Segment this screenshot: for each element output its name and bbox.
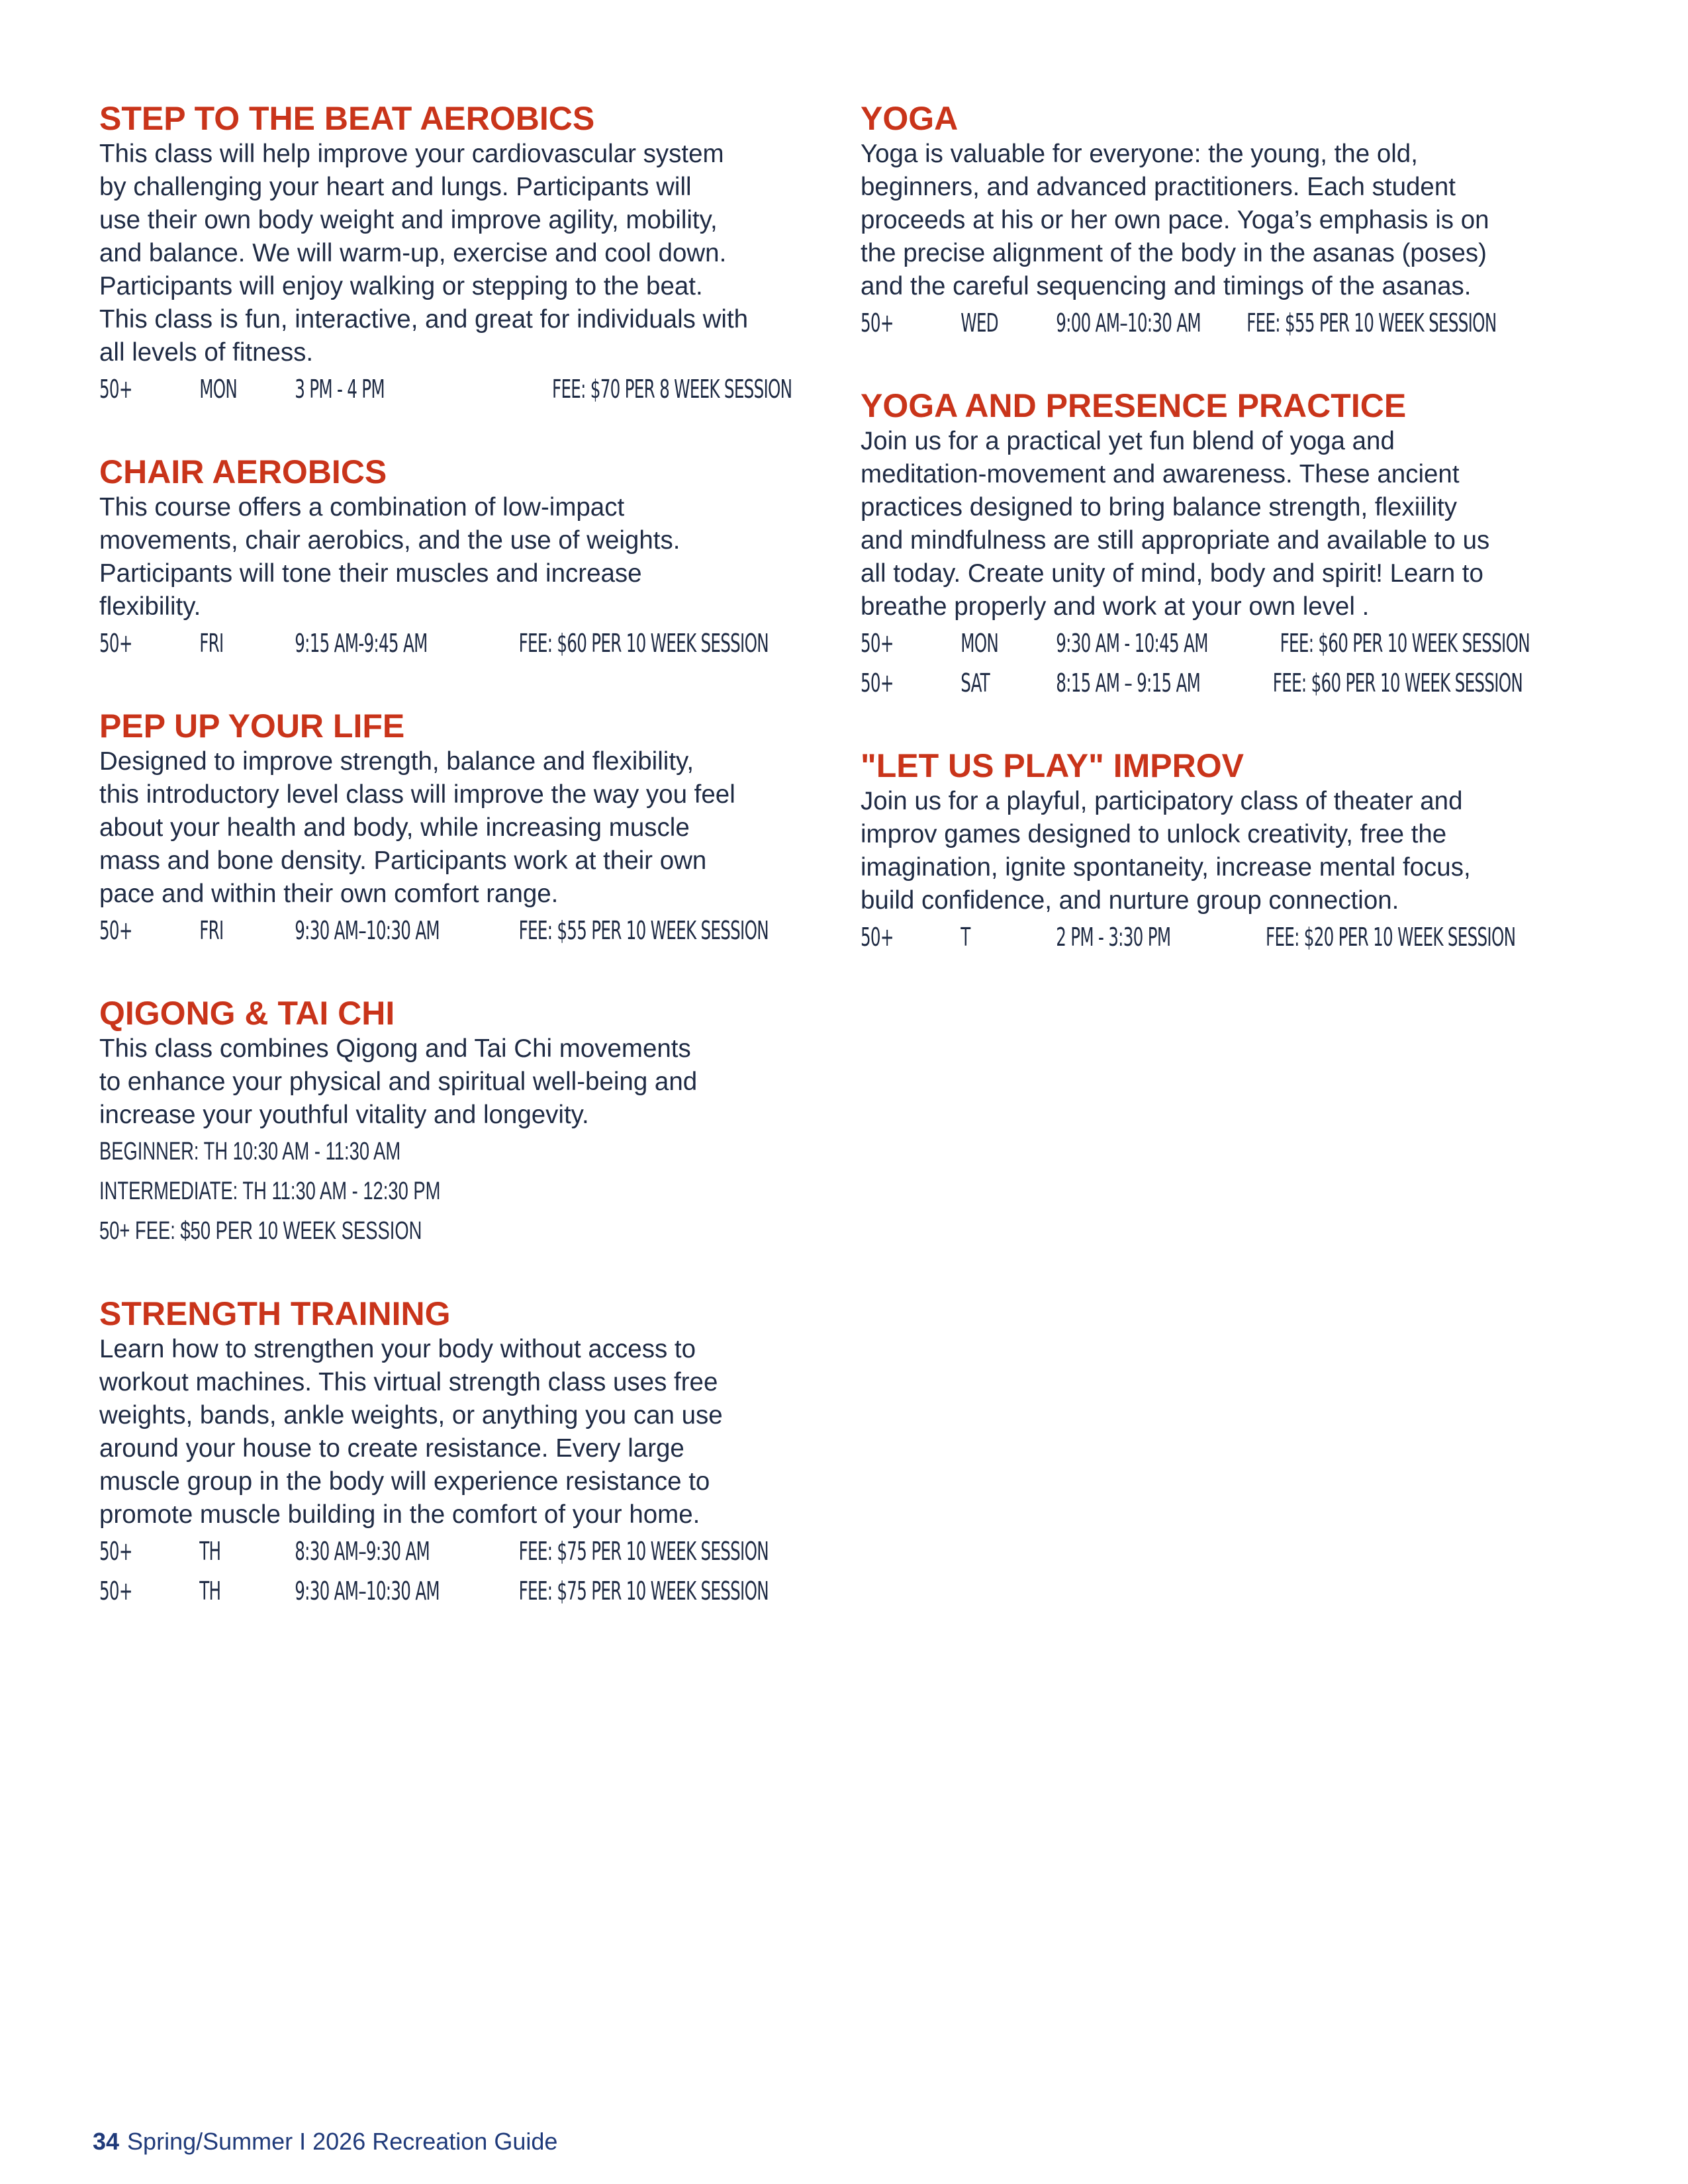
- description-line: beginners, and advanced practitioners. Each student: [861, 173, 1456, 201]
- section-chair-aerobics: [99, 453, 834, 663]
- section-description: [861, 785, 1602, 917]
- description-line: Designed to improve strength, balance and flexibility,: [99, 747, 694, 776]
- schedule-row: [861, 917, 1603, 957]
- class-fee: FEE: $55 PER 10 WEEK SESSION: [1246, 308, 1497, 338]
- page-number: 34: [93, 2128, 120, 2155]
- age-group: 50+: [861, 629, 894, 658]
- age-group: 50+: [99, 629, 132, 658]
- description-line: and the careful sequencing and timings of the asanas.: [861, 272, 1472, 300]
- section-title: "LET US PLAY" IMPROV: [861, 747, 1244, 784]
- section-title: YOGA: [861, 100, 959, 137]
- section-description: [99, 1032, 834, 1132]
- age-group: 50+: [99, 1576, 132, 1606]
- description-line: This course offers a combination of low-impact: [99, 493, 625, 522]
- page-footer: [93, 2128, 557, 2156]
- age-group: 50+: [99, 1537, 132, 1566]
- section-qigong: [99, 994, 834, 1251]
- description-line: workout machines. This virtual strength class uses free: [99, 1368, 718, 1396]
- description-line: Join us for a practical yet fun blend of yoga and: [861, 427, 1395, 455]
- right-column: [861, 99, 1602, 1001]
- section-title: QIGONG & TAI CHI: [99, 995, 395, 1032]
- age-group: 50+: [861, 308, 894, 338]
- class-fee: FEE: $60 PER 10 WEEK SESSION: [518, 629, 769, 658]
- class-day: WED: [961, 308, 998, 338]
- description-line: mass and bone density. Participants work at their own: [99, 846, 707, 875]
- description-line: all levels of fitness.: [99, 338, 314, 367]
- schedule-row: [861, 663, 1603, 703]
- description-line: This class is fun, interactive, and great for individuals with: [99, 305, 749, 334]
- description-line: Learn how to strengthen your body without access to: [99, 1335, 696, 1363]
- schedule-row: [99, 1531, 835, 1571]
- schedule-line: 50+ FEE: $50 PER 10 WEEK SESSION: [99, 1217, 422, 1245]
- class-time: 8:30 AM–9:30 AM: [295, 1537, 430, 1566]
- description-line: Yoga is valuable for everyone: the young, the old,: [861, 140, 1418, 168]
- schedule-row: [99, 1571, 835, 1611]
- description-line: to enhance your physical and spiritual well-being and: [99, 1068, 698, 1096]
- class-time: 8:15 AM – 9:15 AM: [1056, 668, 1201, 698]
- class-fee: FEE: $20 PER 10 WEEK SESSION: [1266, 923, 1516, 952]
- section-description: [99, 138, 834, 369]
- class-day: MON: [961, 629, 999, 658]
- class-time: 9:30 AM - 10:45 AM: [1056, 629, 1208, 658]
- description-line: This class combines Qigong and Tai Chi movements: [99, 1034, 691, 1063]
- description-line: Participants will enjoy walking or stepping to the beat.: [99, 272, 703, 300]
- description-line: build confidence, and nurture group connection.: [861, 886, 1399, 915]
- section-description: [99, 745, 834, 911]
- schedule-row: [99, 911, 835, 950]
- age-group: 50+: [99, 375, 132, 404]
- description-line: all today. Create unity of mind, body and spirit! Learn to: [861, 559, 1483, 588]
- section-title: YOGA AND PRESENCE PRACTICE: [861, 387, 1407, 424]
- description-line: practices designed to bring balance strength, flexiility: [861, 493, 1457, 522]
- footer-text: Spring/Summer I 2026 Recreation Guide: [127, 2128, 558, 2155]
- description-line: and balance. We will warm-up, exercise and cool down.: [99, 239, 727, 267]
- schedule-line: BEGINNER: TH 10:30 AM - 11:30 AM: [99, 1138, 401, 1165]
- section-title: STEP TO THE BEAT AEROBICS: [99, 100, 595, 137]
- description-line: This class will help improve your cardiovascular system: [99, 140, 724, 168]
- description-line: around your house to create resistance. Every large: [99, 1434, 684, 1463]
- age-group: 50+: [861, 668, 894, 698]
- class-day: FRI: [199, 629, 224, 658]
- age-group: 50+: [861, 923, 894, 952]
- age-group: 50+: [99, 916, 132, 945]
- description-line: imagination, ignite spontaneity, increase mental focus,: [861, 853, 1471, 882]
- description-line: and mindfulness are still appropriate and available to us: [861, 526, 1490, 555]
- description-line: weights, bands, ankle weights, or anything you can use: [99, 1401, 723, 1430]
- class-fee: FEE: $75 PER 10 WEEK SESSION: [518, 1576, 769, 1606]
- section-title: CHAIR AEROBICS: [99, 453, 387, 490]
- section-step-aerobics: [99, 99, 834, 409]
- section-pep-up: [99, 707, 834, 950]
- section-description: [99, 491, 834, 623]
- section-title: PEP UP YOUR LIFE: [99, 707, 405, 745]
- class-day: SAT: [961, 668, 990, 698]
- schedule-row: [99, 369, 835, 409]
- description-line: the precise alignment of the body in the asanas (poses): [861, 239, 1487, 267]
- schedule-line: INTERMEDIATE: TH 11:30 AM - 12:30 PM: [99, 1177, 441, 1205]
- class-time: 9:00 AM–10:30 AM: [1056, 308, 1201, 338]
- class-day: T: [961, 923, 970, 952]
- left-column: [99, 99, 834, 1655]
- description-line: promote muscle building in the comfort of your home.: [99, 1500, 700, 1529]
- description-line: muscle group in the body will experience resistance to: [99, 1467, 710, 1496]
- description-line: pace and within their own comfort range.: [99, 880, 559, 908]
- description-line: this introductory level class will improve the way you feel: [99, 780, 735, 809]
- description-line: about your health and body, while increasing muscle: [99, 813, 690, 842]
- schedule-row: [99, 623, 835, 663]
- description-line: movements, chair aerobics, and the use of weights.: [99, 526, 680, 555]
- class-time: 9:15 AM-9:45 AM: [295, 629, 428, 658]
- description-line: proceeds at his or her own pace. Yoga’s emphasis is on: [861, 206, 1489, 234]
- section-improv: [861, 747, 1602, 957]
- class-day: TH: [199, 1576, 221, 1606]
- class-day: TH: [199, 1537, 221, 1566]
- description-line: Participants will tone their muscles and increase: [99, 559, 642, 588]
- class-day: MON: [199, 375, 238, 404]
- class-fee: FEE: $60 PER 10 WEEK SESSION: [1272, 668, 1523, 698]
- section-yoga: [861, 99, 1602, 343]
- class-day: FRI: [199, 916, 224, 945]
- section-strength-training: [99, 1295, 834, 1611]
- class-time: 2 PM - 3:30 PM: [1056, 923, 1171, 952]
- section-description: [861, 425, 1602, 623]
- description-line: improv games designed to unlock creativity, free the: [861, 820, 1447, 848]
- description-line: meditation-movement and awareness. These ancient: [861, 460, 1460, 488]
- class-time: 9:30 AM–10:30 AM: [295, 1576, 440, 1606]
- section-title: STRENGTH TRAINING: [99, 1295, 451, 1332]
- description-line: use their own body weight and improve agility, mobility,: [99, 206, 718, 234]
- class-time: 9:30 AM–10:30 AM: [295, 916, 440, 945]
- class-time: 3 PM - 4 PM: [295, 375, 385, 404]
- section-description: [861, 138, 1602, 303]
- section-yoga-presence: [861, 387, 1602, 703]
- schedule-row: [861, 623, 1603, 663]
- schedule-row: [861, 303, 1603, 343]
- class-fee: FEE: $60 PER 10 WEEK SESSION: [1280, 629, 1530, 658]
- class-fee: FEE: $55 PER 10 WEEK SESSION: [518, 916, 769, 945]
- description-line: by challenging your heart and lungs. Participants will: [99, 173, 692, 201]
- class-fee: FEE: $75 PER 10 WEEK SESSION: [518, 1537, 769, 1566]
- description-line: flexibility.: [99, 592, 201, 621]
- section-description: [99, 1333, 834, 1531]
- description-line: Join us for a playful, participatory class of theater and: [861, 787, 1463, 815]
- description-line: increase your youthful vitality and longevity.: [99, 1101, 589, 1129]
- class-fee: FEE: $70 PER 8 WEEK SESSION: [552, 375, 792, 404]
- description-line: breathe properly and work at your own level .: [861, 592, 1370, 621]
